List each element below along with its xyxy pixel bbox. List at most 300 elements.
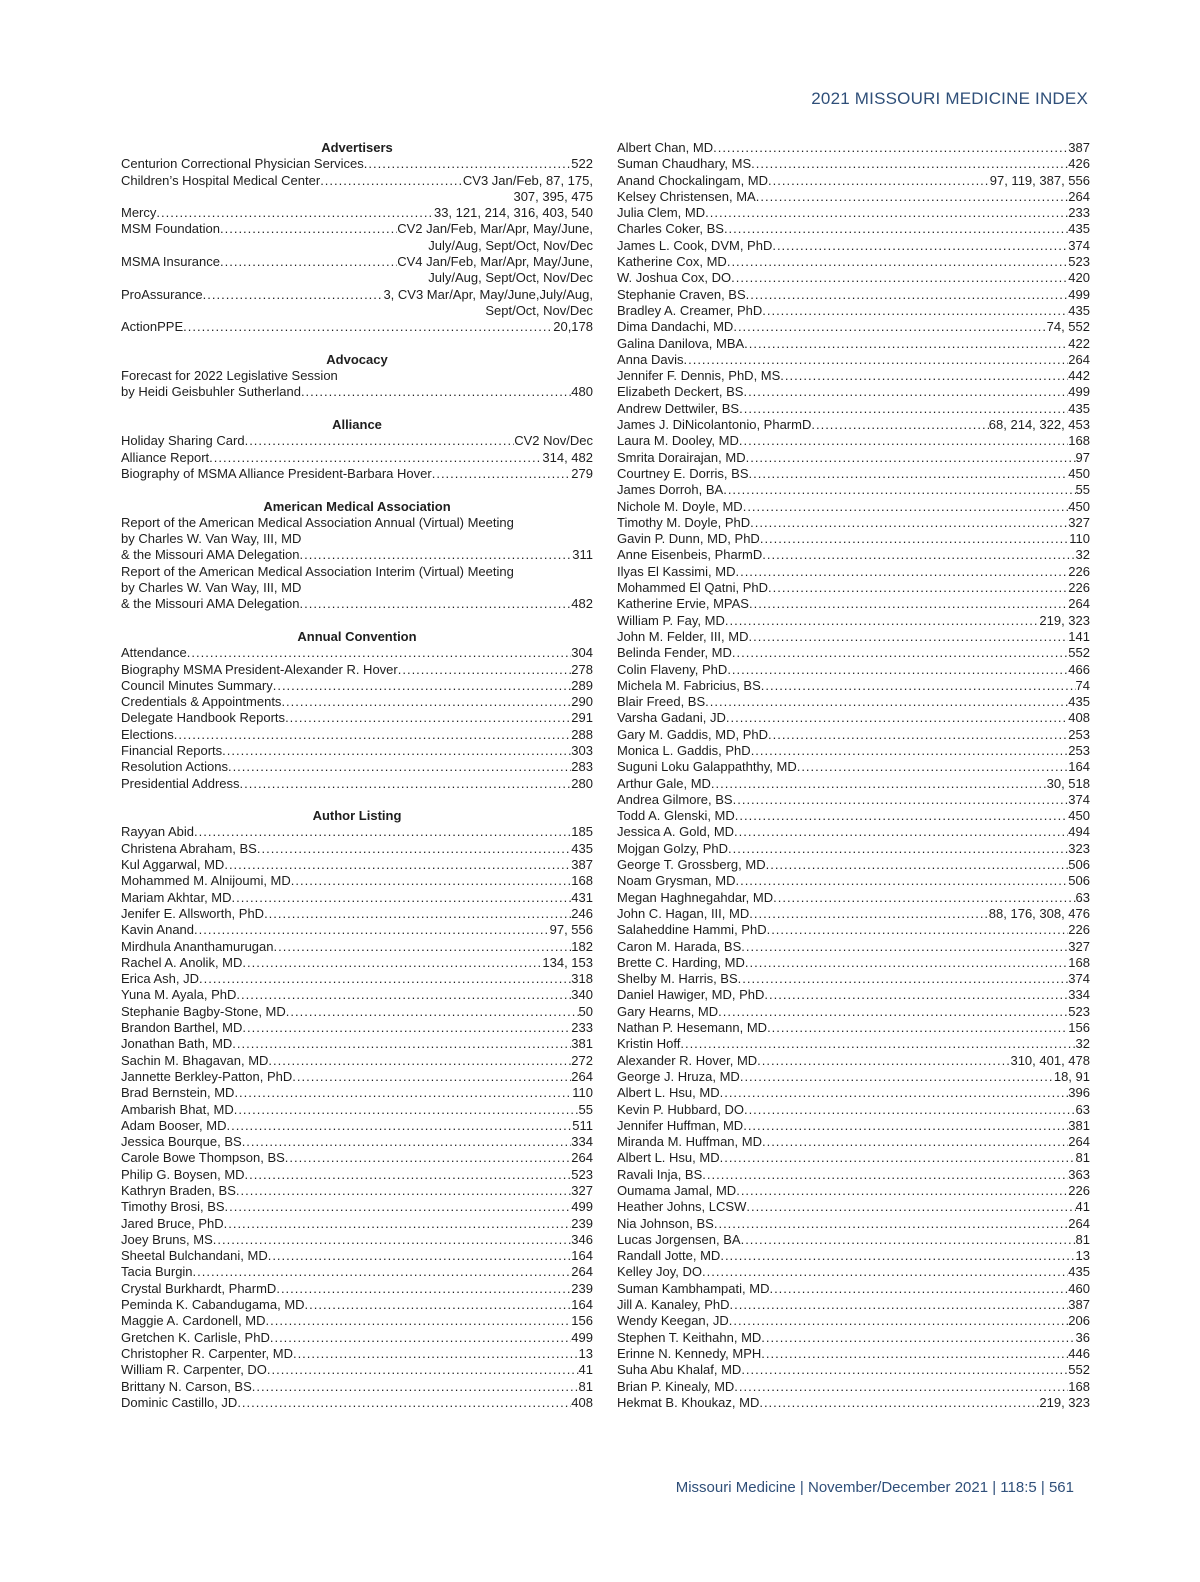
entry-page-ref: 264 <box>1068 1215 1090 1231</box>
entry-page-ref: 442 <box>1068 368 1090 384</box>
index-entry <box>617 1281 1090 1297</box>
dot-leader <box>745 955 1068 971</box>
entry-page-ref-continued: 307, 395, 475 <box>513 188 593 204</box>
index-entry <box>121 873 593 889</box>
entry-name: ProAssurance <box>121 286 203 302</box>
index-entry <box>617 401 1090 417</box>
dot-leader <box>735 808 1069 824</box>
entry-name: Arthur Gale, MD <box>617 775 711 791</box>
index-entry <box>617 238 1090 254</box>
entry-page-ref: 13 <box>1075 1248 1090 1264</box>
entry-name: Jennifer Huffman, MD <box>617 1117 744 1133</box>
entry-page-ref: 327 <box>1068 938 1090 954</box>
entry-name: John M. Felder, III, MD <box>617 628 749 644</box>
index-entry <box>617 792 1090 808</box>
entry-name: Suman Kambhampati, MD <box>617 1280 770 1296</box>
entry-name: Timothy Brosi, BS <box>121 1199 225 1215</box>
entry-name: Kavin Anand <box>121 922 195 938</box>
index-entry <box>121 1069 593 1085</box>
dot-leader <box>240 776 572 792</box>
dot-leader <box>751 156 1068 172</box>
entry-name: Brandon Barthel, MD <box>121 1020 243 1036</box>
dot-leader <box>234 1085 572 1101</box>
index-entry <box>121 1395 593 1411</box>
entry-name: George J. Hruza, MD <box>617 1068 740 1084</box>
index-entry <box>617 1395 1090 1411</box>
entry-name: Delegate Handbook Reports <box>121 710 286 726</box>
dot-leader <box>301 384 571 400</box>
index-entry <box>121 727 593 743</box>
entry-page-ref: 233 <box>571 1020 593 1036</box>
index-entry <box>121 1248 593 1264</box>
entry-name: William R. Carpenter, DO <box>121 1362 267 1378</box>
entry-page-ref: 374 <box>1068 971 1090 987</box>
index-entry <box>121 173 593 189</box>
index-entry <box>617 319 1090 335</box>
index-entry <box>121 1118 593 1134</box>
entry-page-ref: 435 <box>1068 302 1090 318</box>
dot-leader <box>285 1150 572 1166</box>
dot-leader <box>720 1248 1075 1264</box>
index-entry <box>617 1313 1090 1329</box>
entry-name: Wendy Keegan, JD <box>617 1313 729 1329</box>
entry-page-ref: 20,178 <box>553 319 593 335</box>
entry-name: Julia Clem, MD <box>617 205 706 221</box>
index-entry <box>617 1134 1090 1150</box>
entry-name: Crystal Burkhardt, PharmD <box>121 1280 277 1296</box>
index-entry <box>121 1281 593 1297</box>
dot-leader <box>738 971 1069 987</box>
dot-leader <box>245 1167 572 1183</box>
dot-leader <box>762 1134 1068 1150</box>
entry-name: Heather Johns, LCSW <box>617 1199 747 1215</box>
entry-name: Nathan P. Hesemann, MD <box>617 1020 768 1036</box>
entry-name: Miranda M. Huffman, MD <box>617 1134 762 1150</box>
dot-leader <box>761 1330 1075 1346</box>
index-text-line: Report of the American Medical Association Annual (Virtual) Meeting <box>121 514 514 530</box>
entry-name: Kristin Hoff <box>617 1036 681 1052</box>
dot-leader <box>193 1264 572 1280</box>
index-entry <box>617 1183 1090 1199</box>
dot-leader <box>749 596 1068 612</box>
entry-page-ref: 291 <box>571 710 593 726</box>
dot-leader <box>728 841 1068 857</box>
dot-leader <box>711 776 1047 792</box>
entry-page-ref: 13 <box>578 1345 593 1361</box>
entry-name: Anna Davis <box>617 351 684 367</box>
dot-leader <box>724 221 1068 237</box>
index-entry <box>617 1346 1090 1362</box>
index-entry <box>617 971 1090 987</box>
dot-leader <box>720 1085 1069 1101</box>
entry-page-ref: 81 <box>1075 1150 1090 1166</box>
entry-name: Galina Danilova, MBA <box>617 335 745 351</box>
entry-name: Lucas Jorgensen, BA <box>617 1231 741 1247</box>
index-entry <box>121 1362 593 1378</box>
entry-page-ref: 18, 91 <box>1053 1068 1090 1084</box>
entry-page-ref: 110 <box>572 1085 593 1101</box>
index-entry <box>121 678 593 694</box>
dot-leader <box>757 1053 1010 1069</box>
index-entry <box>121 1232 593 1248</box>
entry-name: Courtney E. Dorris, BS <box>617 465 749 481</box>
entry-page-ref: 168 <box>1068 433 1090 449</box>
entry-name: Monica L. Gaddis, PhD <box>617 742 751 758</box>
index-entry <box>617 939 1090 955</box>
entry-page-ref: 226 <box>1068 922 1090 938</box>
entry-page-ref: 435 <box>1068 1264 1090 1280</box>
entry-page-ref: 446 <box>1068 1345 1090 1361</box>
entry-page-ref: 264 <box>1068 596 1090 612</box>
dot-leader <box>242 955 542 971</box>
entry-name: Todd A. Glenski, MD <box>617 808 735 824</box>
entry-page-ref: 219, 323 <box>1039 1394 1090 1410</box>
entry-page-ref: 164 <box>571 1248 593 1264</box>
dot-leader <box>702 1264 1068 1280</box>
dot-leader <box>174 727 572 743</box>
entry-name: Resolution Actions <box>121 759 228 775</box>
entry-page-ref: 219, 323 <box>1039 612 1090 628</box>
dot-leader <box>273 678 572 694</box>
section-title-alliance: Alliance <box>332 417 382 433</box>
dot-leader <box>769 1281 1068 1297</box>
entry-page-ref: 97, 556 <box>549 922 593 938</box>
index-entry <box>617 629 1090 645</box>
entry-page-ref: 310, 401, 478 <box>1010 1052 1090 1068</box>
dot-leader <box>683 352 1068 368</box>
entry-name: Jessica Bourque, BS <box>121 1134 242 1150</box>
entry-name: Tacia Burgin <box>121 1264 193 1280</box>
entry-page-ref: 264 <box>571 1264 593 1280</box>
entry-page-ref: 334 <box>1068 987 1090 1003</box>
dot-leader <box>780 368 1068 384</box>
entry-page-ref: 264 <box>1068 351 1090 367</box>
index-entry <box>121 287 593 303</box>
index-entry <box>121 743 593 759</box>
index-entry <box>121 1216 593 1232</box>
index-entry <box>617 1264 1090 1280</box>
dot-leader <box>232 890 572 906</box>
entry-page-ref: 327 <box>571 1183 593 1198</box>
index-entry <box>617 710 1090 726</box>
index-entry <box>121 1020 593 1036</box>
entry-page-ref: 523 <box>1068 254 1090 270</box>
entry-name: Suha Abu Khalaf, MD <box>617 1362 742 1378</box>
index-entry <box>617 922 1090 938</box>
entry-name: Children’s Hospital Medical Center <box>121 172 321 188</box>
index-entry <box>121 1134 593 1150</box>
entry-name: W. Joshua Cox, DO <box>617 270 732 286</box>
entry-page-ref: 499 <box>1068 286 1090 302</box>
entry-name: Peminda K. Cabandugama, MD <box>121 1297 305 1313</box>
dot-leader <box>762 547 1075 563</box>
dot-leader <box>242 1134 572 1150</box>
entry-name: Philip G. Boysen, MD <box>121 1166 245 1182</box>
entry-name: Mohammed M. Alnijoumi, MD <box>121 873 291 889</box>
entry-page-ref: 435 <box>1068 694 1090 710</box>
entry-name: Colin Flaveny, PhD <box>617 661 728 677</box>
index-entry <box>121 205 593 221</box>
entry-name: Kevin P. Hubbard, DO <box>617 1101 744 1117</box>
dot-leader <box>760 531 1069 547</box>
entry-page-ref: 311 <box>572 547 593 563</box>
entry-name: Sheetal Bulchandani, MD <box>121 1248 268 1264</box>
index-entry <box>121 1346 593 1362</box>
dot-leader <box>194 922 550 938</box>
entry-name: Andrew Dettwiler, BS <box>617 400 740 416</box>
index-entry <box>121 955 593 971</box>
entry-name: John C. Hagan, III, MD <box>617 905 750 921</box>
entry-page-ref: 435 <box>1068 221 1090 237</box>
index-entry <box>617 824 1090 840</box>
index-entry <box>617 564 1090 580</box>
index-entry <box>617 596 1090 612</box>
entry-name: Council Minutes Summary <box>121 677 273 693</box>
dot-leader <box>156 205 434 221</box>
index-entry <box>617 450 1090 466</box>
index-entry <box>617 270 1090 286</box>
index-entry <box>617 515 1090 531</box>
dot-leader <box>729 1313 1069 1329</box>
entry-name: George T. Grossberg, MD <box>617 857 766 873</box>
entry-name: Holiday Sharing Card <box>121 433 245 449</box>
dot-leader <box>768 173 990 189</box>
dot-leader <box>744 1102 1076 1118</box>
entry-page-ref: 81 <box>578 1378 593 1394</box>
index-entry <box>617 955 1090 971</box>
entry-name: Megan Haghnegahdar, MD <box>617 889 774 905</box>
entry-page-ref: 55 <box>1075 482 1090 498</box>
dot-leader <box>751 743 1069 759</box>
index-entry <box>121 987 593 1003</box>
dot-leader <box>766 857 1069 873</box>
entry-page-ref: 408 <box>1068 710 1090 726</box>
entry-name: Charles Coker, BS <box>617 221 724 237</box>
entry-name: Christena Abraham, BS <box>121 840 257 856</box>
index-entry <box>121 710 593 726</box>
entry-page-ref: 253 <box>1068 742 1090 758</box>
entry-name: MSM Foundation <box>121 221 220 237</box>
dot-leader <box>364 156 572 172</box>
entry-name: Ambarish Bhat, MD <box>121 1101 234 1117</box>
dot-leader <box>746 1199 1075 1215</box>
entry-page-ref: 33, 121, 214, 316, 403, 540 <box>433 205 593 221</box>
dot-leader <box>222 743 571 759</box>
entry-name: Timothy M. Doyle, PhD <box>617 514 751 530</box>
entry-page-ref: CV2 Jan/Feb, Mar/Apr, May/June, <box>397 221 593 237</box>
entry-page-ref: 363 <box>1068 1166 1090 1182</box>
index-entry <box>121 1167 593 1183</box>
dot-leader <box>220 254 397 270</box>
dot-leader <box>267 1362 579 1378</box>
entry-page-ref: 74 <box>1075 677 1090 693</box>
entry-page-ref: 303 <box>571 742 593 758</box>
entry-page-ref: 435 <box>1068 400 1090 416</box>
entry-page-ref: 374 <box>1068 791 1090 807</box>
entry-name: Jannette Berkley-Patton, PhD <box>121 1068 293 1084</box>
dot-leader <box>735 873 1068 889</box>
entry-name: James L. Cook, DVM, PhD <box>617 237 773 253</box>
entry-name: James Dorroh, BA <box>617 482 724 498</box>
entry-page-ref: CV3 Jan/Feb, 87, 175, <box>462 172 593 188</box>
dot-leader <box>733 792 1069 808</box>
entry-name: Anand Chockalingam, MD <box>617 172 769 188</box>
entry-name: by Heidi Geisbuhler Sutherland <box>121 384 301 400</box>
entry-page-ref: 318 <box>571 971 593 987</box>
entry-name: Gary Hearns, MD <box>617 1003 719 1019</box>
entry-name: Maggie A. Cardonell, MD <box>121 1313 266 1329</box>
dot-leader <box>245 433 515 449</box>
dot-leader <box>746 450 1076 466</box>
dot-leader <box>767 922 1069 938</box>
entry-name: Albert Chan, MD <box>617 140 714 155</box>
section-title-advertisers: Advertisers <box>321 140 393 155</box>
entry-page-ref: 408 <box>571 1394 593 1410</box>
dot-leader <box>720 1150 1076 1166</box>
entry-name: Christopher R. Carpenter, MD <box>121 1345 293 1361</box>
entry-page-ref-continued: July/Aug, Sept/Oct, Nov/Dec <box>428 237 593 253</box>
dot-leader <box>299 547 572 563</box>
dot-leader <box>234 1102 579 1118</box>
entry-page-ref: 264 <box>571 1068 593 1084</box>
entry-page-ref: 168 <box>571 873 593 889</box>
entry-name: ActionPPE <box>121 319 184 335</box>
entry-name: Suman Chaudhary, MS <box>617 156 752 172</box>
entry-page-ref: 226 <box>1068 1183 1090 1198</box>
dot-leader <box>772 238 1068 254</box>
dot-leader <box>741 1362 1068 1378</box>
entry-name: Nichole M. Doyle, MD <box>617 498 743 514</box>
entry-name: Alliance Report <box>121 449 210 465</box>
dot-leader <box>285 710 571 726</box>
entry-page-ref: 226 <box>1068 563 1090 579</box>
entry-page-ref: 523 <box>1068 1003 1090 1019</box>
entry-page-ref: 523 <box>571 1166 593 1182</box>
index-entry <box>617 1248 1090 1264</box>
index-entry <box>121 939 593 955</box>
entry-name: Biography MSMA President-Alexander R. Hover <box>121 661 398 677</box>
entry-page-ref: 450 <box>1068 465 1090 481</box>
index-entry <box>617 482 1090 498</box>
entry-page-ref: 41 <box>1075 1199 1090 1215</box>
index-entry <box>121 466 593 482</box>
entry-page-ref: 280 <box>571 775 593 791</box>
index-entry <box>121 922 593 938</box>
index-entry <box>121 221 593 237</box>
dot-leader <box>749 629 1069 645</box>
dot-leader <box>187 645 572 661</box>
index-entry <box>617 368 1090 384</box>
entry-page-ref: 97 <box>1075 449 1090 465</box>
entry-page-ref: 499 <box>571 1199 593 1215</box>
dot-leader <box>739 433 1068 449</box>
entry-name: Joey Bruns, MS <box>121 1231 213 1247</box>
index-entry <box>617 776 1090 792</box>
entry-page-ref: 387 <box>571 857 593 873</box>
dot-leader <box>713 140 1068 156</box>
dot-leader <box>714 1216 1068 1232</box>
entry-name: Ilyas El Kassimi, MD <box>617 563 736 579</box>
dot-leader <box>743 384 1068 400</box>
index-entry <box>617 890 1090 906</box>
entry-name: Elizabeth Deckert, BS <box>617 384 744 400</box>
index-entry <box>617 841 1090 857</box>
entry-name: Stephanie Bagby-Stone, MD <box>121 1003 286 1019</box>
entry-page-ref: 506 <box>1068 857 1090 873</box>
dot-leader <box>257 841 571 857</box>
entry-name: Carole Bowe Thompson, BS <box>121 1150 285 1166</box>
entry-page-ref: 63 <box>1075 1101 1090 1117</box>
index-entry <box>121 890 593 906</box>
index-entry <box>121 1085 593 1101</box>
dot-leader <box>740 1069 1054 1085</box>
entry-name: Presidential Address <box>121 775 240 791</box>
dot-leader <box>224 857 571 873</box>
entry-name: Erica Ash, JD <box>121 971 200 987</box>
index-entry <box>617 1362 1090 1378</box>
entry-name: Adam Booser, MD <box>121 1117 227 1133</box>
index-entry <box>121 1330 593 1346</box>
entry-page-ref: 264 <box>1068 1134 1090 1150</box>
entry-page-ref: 30, 518 <box>1046 775 1090 791</box>
dot-leader <box>811 417 988 433</box>
index-entry <box>617 1330 1090 1346</box>
entry-page-ref: 41 <box>578 1362 593 1378</box>
dot-leader <box>236 1183 571 1199</box>
index-entry <box>121 759 593 775</box>
entry-name: Salaheddine Hammi, PhD <box>617 922 767 938</box>
dot-leader <box>268 1053 571 1069</box>
entry-page-ref: 422 <box>1068 335 1090 351</box>
entry-page-ref: 314, 482 <box>542 449 593 465</box>
index-entry <box>617 1216 1090 1232</box>
entry-name: Brittany N. Carson, BS <box>121 1378 252 1394</box>
dot-leader <box>749 466 1069 482</box>
entry-name: Elections <box>121 726 174 742</box>
entry-page-ref: 156 <box>571 1313 593 1329</box>
entry-name: Suguni Loku Galappaththy, MD <box>617 759 797 775</box>
index-entry <box>617 1150 1090 1166</box>
index-entry <box>617 678 1090 694</box>
entry-page-ref: 289 <box>571 677 593 693</box>
index-text-line: Report of the American Medical Association Interim (Virtual) Meeting <box>121 563 514 579</box>
dot-leader <box>299 596 571 612</box>
entry-name: Katherine Cox, MD <box>617 254 727 270</box>
entry-name: Rayyan Abid <box>121 824 194 840</box>
dot-leader <box>292 1069 571 1085</box>
dot-leader <box>266 1313 572 1329</box>
dot-leader <box>733 319 1046 335</box>
entry-name: Yuna M. Ayala, PhD <box>121 987 237 1003</box>
index-entry <box>617 580 1090 596</box>
dot-leader <box>276 1281 571 1297</box>
dot-leader <box>797 759 1069 775</box>
entry-name: Jonathan Bath, MD <box>121 1036 233 1052</box>
index-entry <box>617 694 1090 710</box>
dot-leader <box>741 1232 1076 1248</box>
entry-page-ref: 340 <box>571 987 593 1003</box>
index-entry <box>121 1102 593 1118</box>
entry-name: Stephen T. Keithahn, MD <box>617 1329 762 1345</box>
dot-leader <box>236 987 571 1003</box>
entry-name: Brette C. Harding, MD <box>617 954 745 970</box>
dot-leader <box>729 1297 1068 1313</box>
entry-page-ref: 239 <box>571 1215 593 1231</box>
index-entry <box>617 221 1090 237</box>
index-entry <box>617 759 1090 775</box>
entry-name: Attendance <box>121 645 187 661</box>
index-entry <box>617 384 1090 400</box>
